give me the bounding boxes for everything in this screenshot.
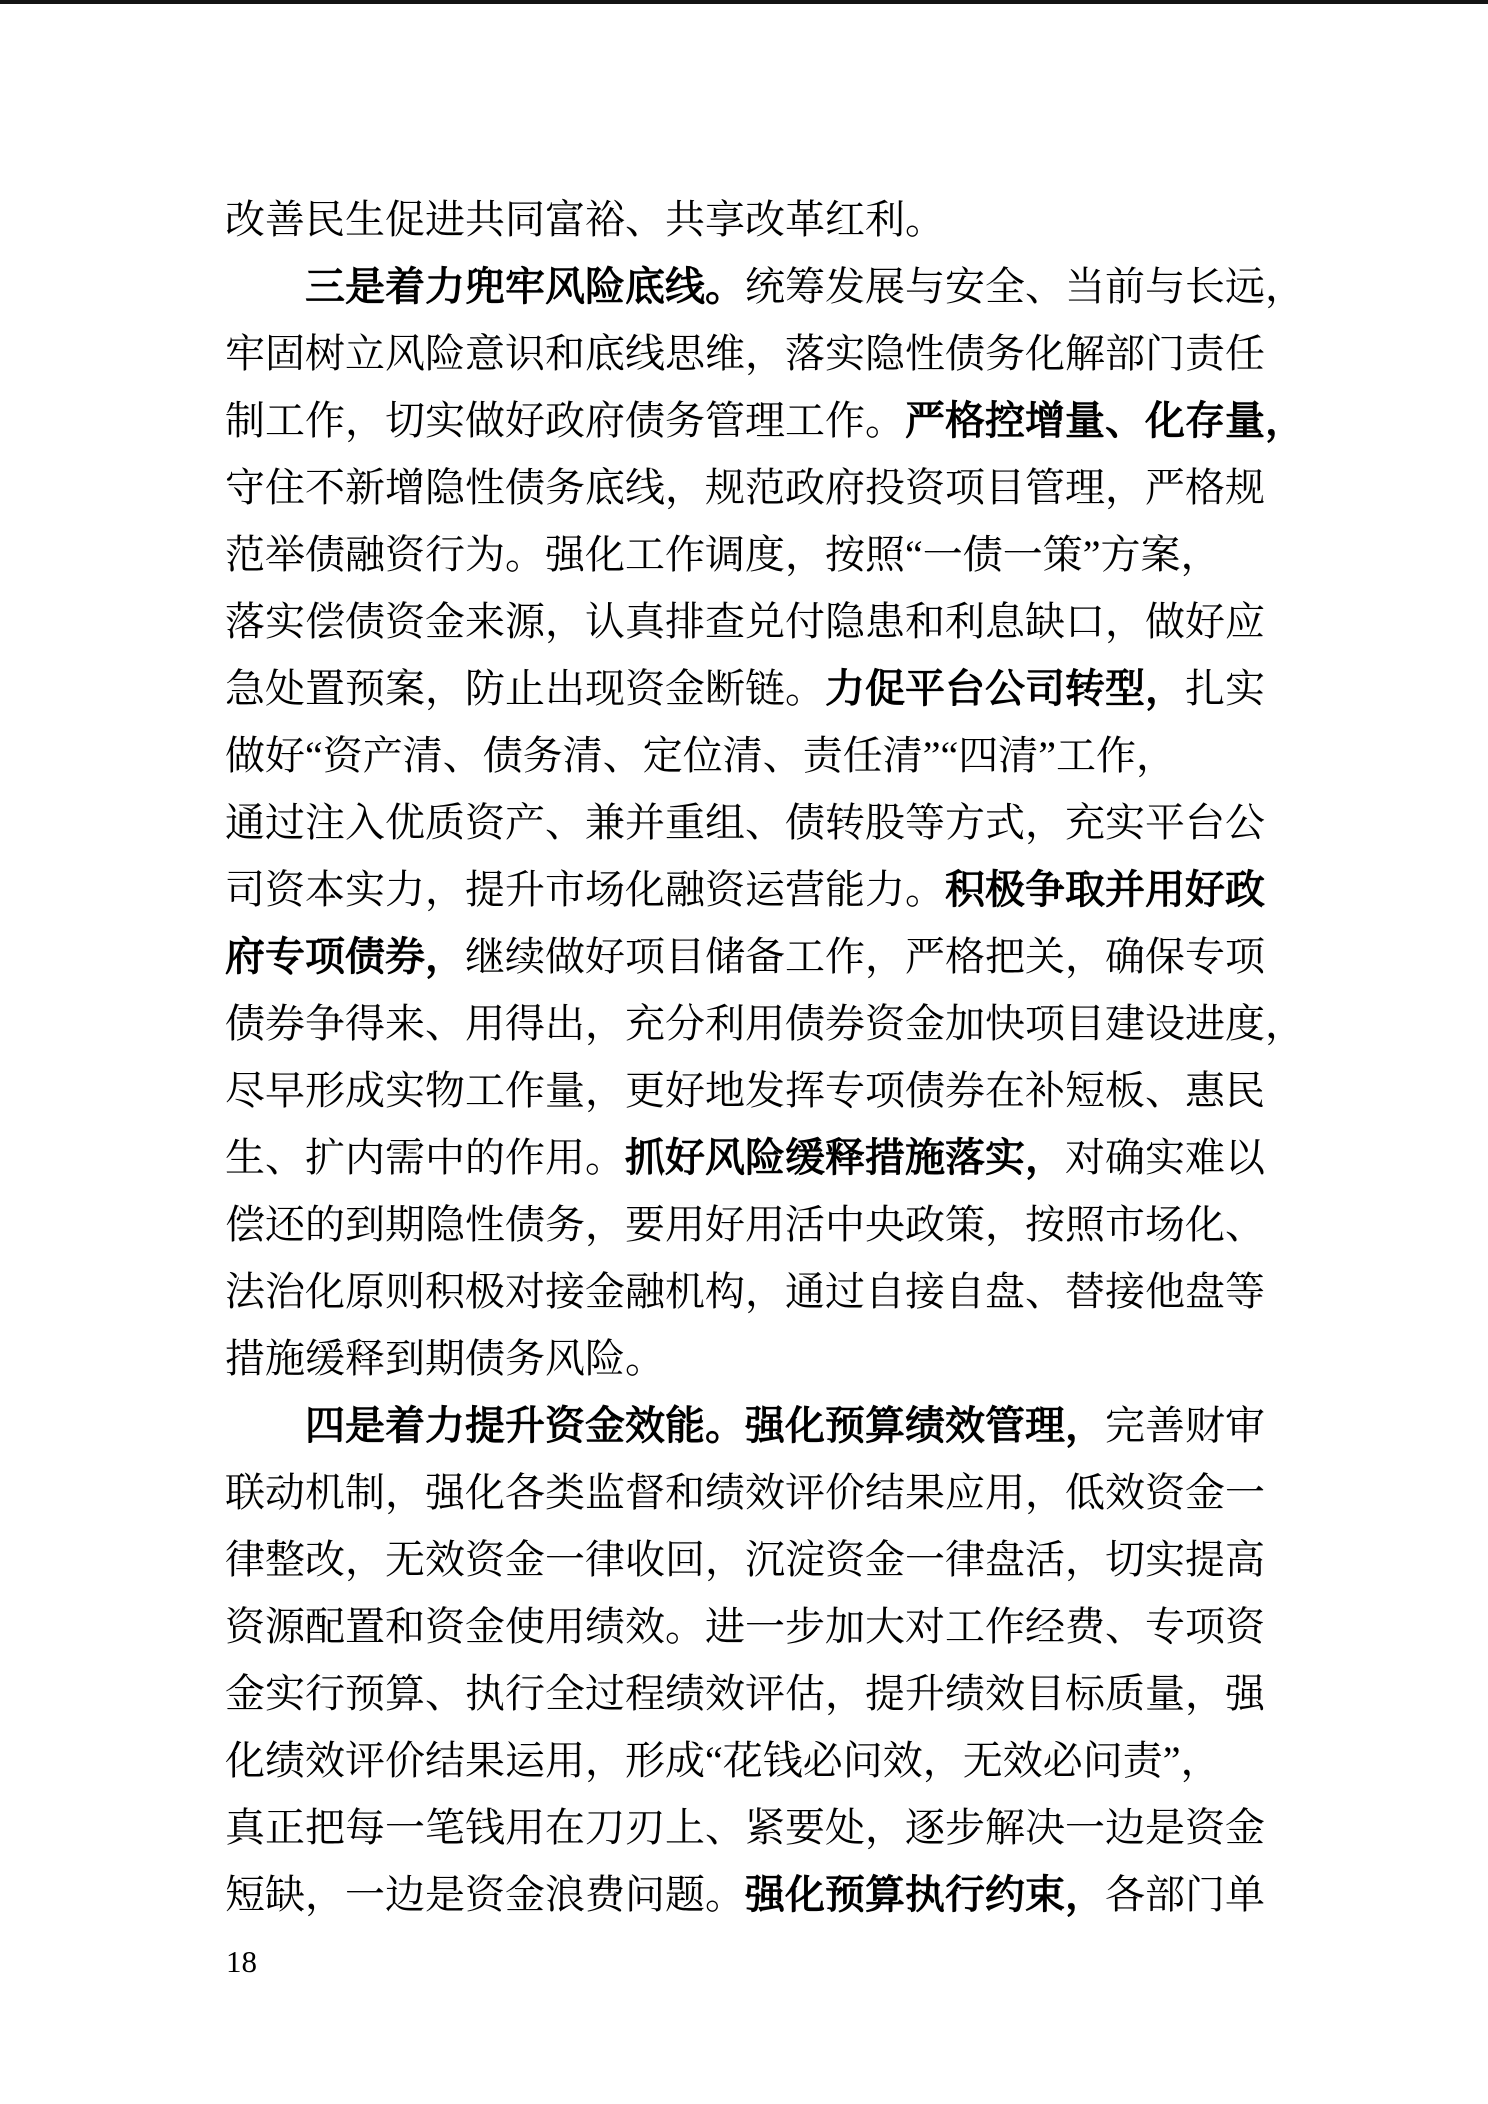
text-line xyxy=(225,1191,1375,1258)
text-line xyxy=(225,1794,1375,1861)
text-segment: 继续做好项目储备工作，严格把关，确保专项 xyxy=(465,934,1265,979)
text-segment: 债券争得来、用得出，充分利用债券资金加快项目建设进度， xyxy=(225,1001,1305,1046)
text-segment: 统筹发展与安全、当前与长远， xyxy=(745,264,1305,309)
text-line xyxy=(225,588,1375,655)
bold-text-segment: 严格控增量、化存量， xyxy=(905,398,1305,443)
text-line xyxy=(225,1660,1375,1727)
text-line xyxy=(225,990,1375,1057)
text-segment: 化绩效评价结果运用，形成“花钱必问效，无效必问责”， xyxy=(225,1738,1221,1783)
bold-text-segment: 抓好风险缓释措施落实， xyxy=(625,1135,1065,1180)
text-segment: 生、扩内需中的作用。 xyxy=(225,1135,625,1180)
text-line xyxy=(225,923,1375,990)
page-top-edge-rule xyxy=(0,0,1488,4)
text-line xyxy=(225,1124,1375,1191)
text-line xyxy=(225,1593,1375,1660)
text-line xyxy=(225,1861,1375,1928)
text-segment: 落实偿债资金来源，认真排查兑付隐患和利息缺口，做好应 xyxy=(225,599,1265,644)
text-line xyxy=(225,1392,1375,1459)
text-segment: 律整改，无效资金一律收回，沉淀资金一律盘活，切实提高 xyxy=(225,1537,1265,1582)
text-line xyxy=(225,789,1375,856)
page-number: 18 xyxy=(226,1944,257,1979)
text-segment: 扎实 xyxy=(1185,666,1265,711)
text-segment: 改善民生促进共同富裕、共享改革红利。 xyxy=(225,197,945,242)
text-segment: 制工作，切实做好政府债务管理工作。 xyxy=(225,398,905,443)
bold-text-segment: 府专项债券， xyxy=(225,934,465,979)
text-segment: 完善财审 xyxy=(1105,1403,1265,1448)
text-line xyxy=(225,1325,1375,1392)
text-segment: 资源配置和资金使用绩效。进一步加大对工作经费、专项资 xyxy=(225,1604,1265,1649)
document-body-text xyxy=(225,186,1375,1928)
text-segment: 偿还的到期隐性债务，要用好用活中央政策，按照市场化、 xyxy=(225,1202,1265,1247)
text-line xyxy=(225,1057,1375,1124)
text-segment: 守住不新增隐性债务底线，规范政府投资项目管理，严格规 xyxy=(225,465,1265,510)
bold-text-segment: 强化预算执行约束， xyxy=(745,1872,1105,1917)
text-segment: 联动机制，强化各类监督和绩效评价结果应用，低效资金一 xyxy=(225,1470,1265,1515)
text-segment: 牢固树立风险意识和底线思维，落实隐性债务化解部门责任 xyxy=(225,331,1265,376)
text-segment: 措施缓释到期债务风险。 xyxy=(225,1336,665,1381)
text-segment: 范举债融资行为。强化工作调度，按照“一债一策”方案， xyxy=(225,532,1221,577)
bold-text-segment: 三是着力兜牢风险底线。 xyxy=(305,264,745,309)
text-line xyxy=(225,1258,1375,1325)
text-line xyxy=(225,655,1375,722)
text-line xyxy=(225,387,1375,454)
text-segment: 金实行预算、执行全过程绩效评估，提升绩效目标质量，强 xyxy=(225,1671,1265,1716)
text-segment: 法治化原则积极对接金融机构，通过自接自盘、替接他盘等 xyxy=(225,1269,1265,1314)
text-line xyxy=(225,1459,1375,1526)
text-segment: 通过注入优质资产、兼并重组、债转股等方式，充实平台公 xyxy=(225,800,1265,845)
text-segment: 真正把每一笔钱用在刀刃上、紧要处，逐步解决一边是资金 xyxy=(225,1805,1265,1850)
text-line xyxy=(225,186,1375,253)
text-line xyxy=(225,454,1375,521)
text-segment: 司资本实力，提升市场化融资运营能力。 xyxy=(225,867,945,912)
text-line xyxy=(225,521,1375,588)
text-segment: 对确实难以 xyxy=(1065,1135,1265,1180)
text-line xyxy=(225,1526,1375,1593)
bold-text-segment: 积极争取并用好政 xyxy=(945,867,1265,912)
text-segment: 各部门单 xyxy=(1105,1872,1265,1917)
text-segment: 做好“资产清、债务清、定位清、责任清”“四清”工作， xyxy=(225,733,1177,778)
text-segment: 急处置预案，防止出现资金断链。 xyxy=(225,666,825,711)
text-line xyxy=(225,253,1375,320)
text-line xyxy=(225,320,1375,387)
bold-text-segment: 四是着力提升资金效能。强化预算绩效管理， xyxy=(305,1403,1105,1448)
bold-text-segment: 力促平台公司转型， xyxy=(825,666,1185,711)
text-segment: 短缺，一边是资金浪费问题。 xyxy=(225,1872,745,1917)
text-line xyxy=(225,1727,1375,1794)
text-line xyxy=(225,722,1375,789)
text-segment: 尽早形成实物工作量，更好地发挥专项债券在补短板、惠民 xyxy=(225,1068,1265,1113)
text-line xyxy=(225,856,1375,923)
